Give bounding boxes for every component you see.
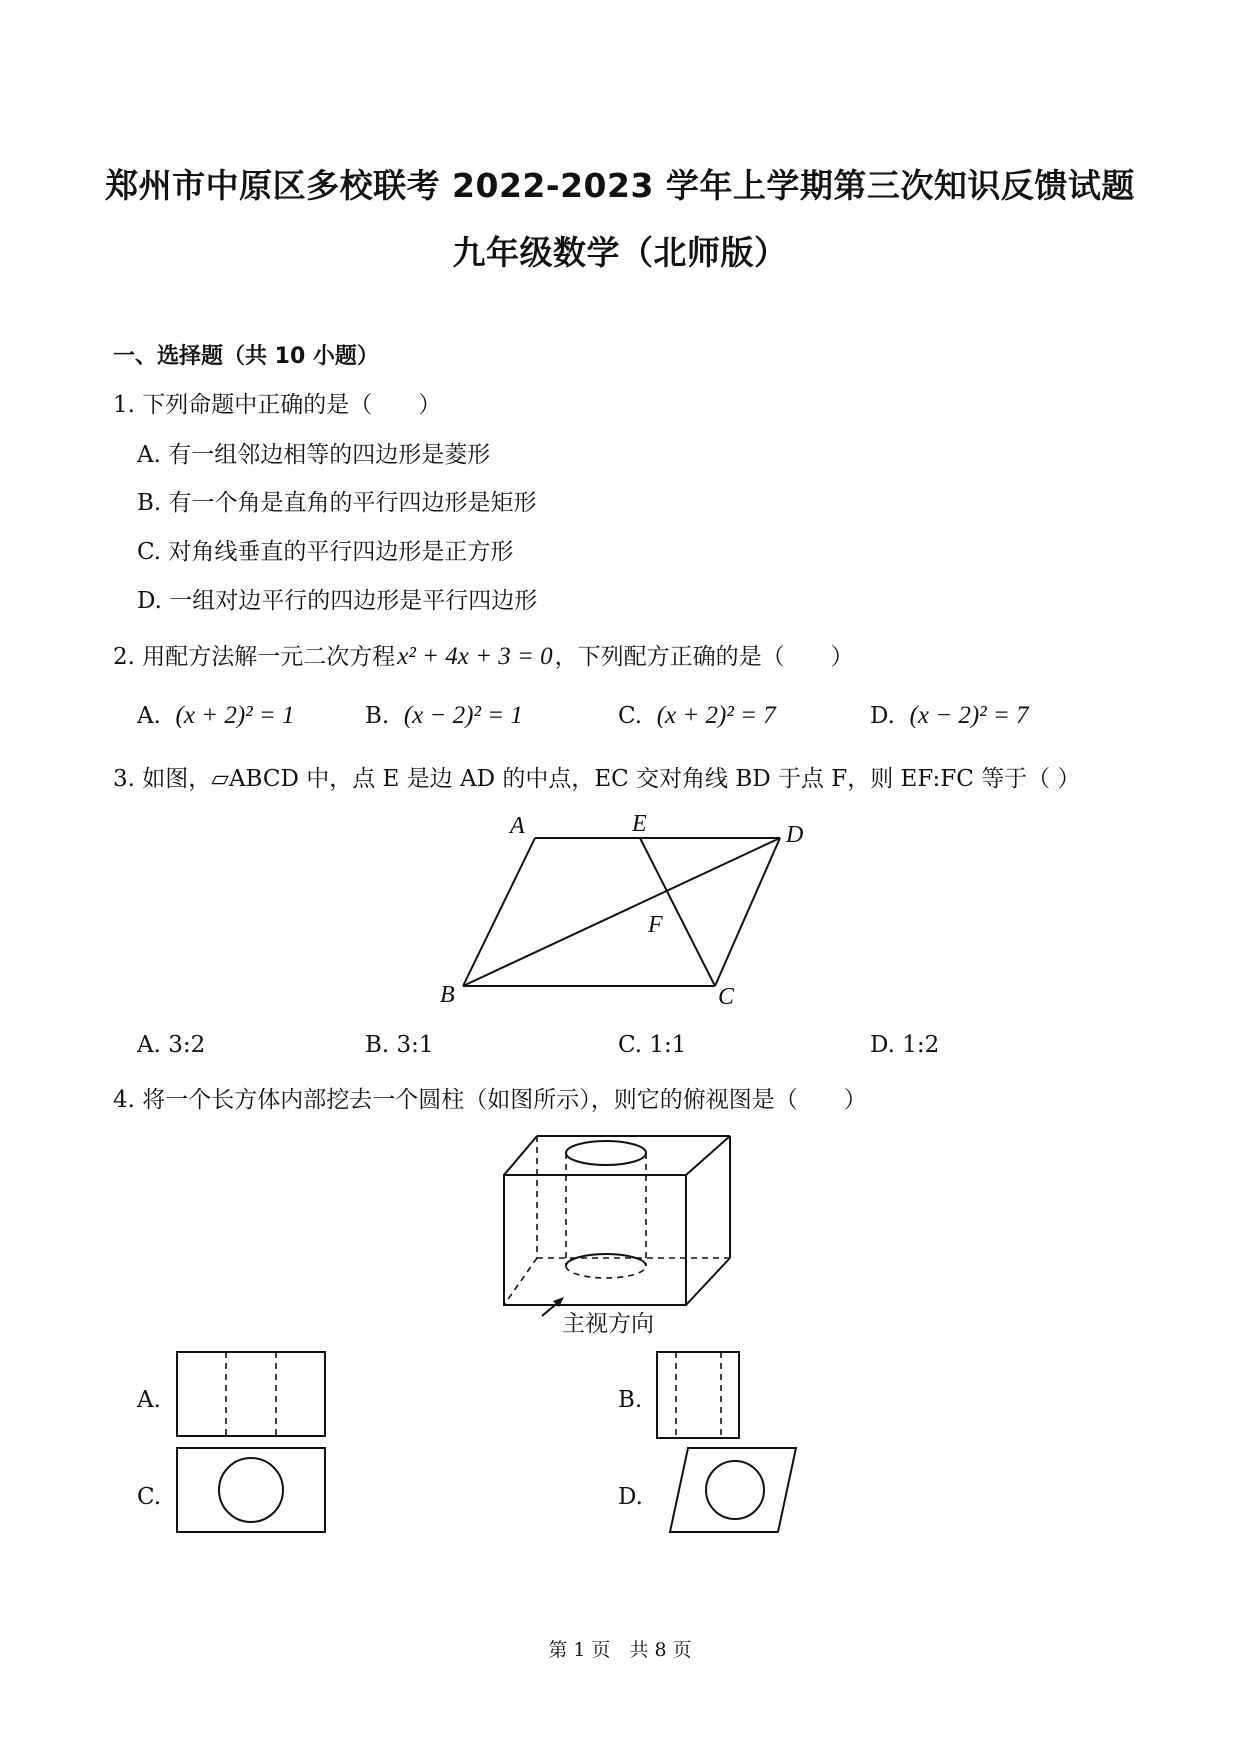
q4-option-b-label: B. — [618, 1387, 643, 1413]
q2-option-c-expr: (x + 2)² = 7 — [656, 702, 776, 729]
parallelogram-figure — [430, 805, 830, 1015]
cuboid-front-face — [504, 1175, 686, 1305]
q4-option-b-figure — [655, 1350, 745, 1442]
cylinder-top — [566, 1141, 646, 1165]
q4-option-d-figure — [668, 1446, 800, 1536]
q2-equation: x² + 4x + 3 = 0 — [397, 643, 553, 670]
label-D: D — [786, 822, 804, 848]
cuboid-cylinder-figure — [490, 1120, 750, 1320]
q2-option-c: C. (x + 2)² = 7 — [618, 702, 776, 729]
diagonal-BD — [463, 838, 780, 986]
q3-option-d: D. 1:2 — [870, 1032, 940, 1058]
figure-caption: 主视方向 — [562, 1311, 654, 1337]
label-C: C — [718, 984, 735, 1010]
q3-stem: 3. 如图，▱ABCD 中，点 E 是边 AD 的中点，EC 交对角线 BD 于点 F，则 EF:FC 等于（ ） — [113, 766, 1081, 792]
q2-stem-prefix: 2. 用配方法解一元二次方程 — [113, 644, 396, 670]
section-heading: 一、选择题（共 10 小题） — [113, 344, 379, 369]
label-B: B — [440, 982, 455, 1008]
q4-option-c-label: C. — [137, 1484, 162, 1510]
q4-option-d-label: D. — [618, 1484, 643, 1510]
q2-option-d: D. (x − 2)² = 7 — [870, 702, 1029, 729]
q3-option-b: B. 3:1 — [365, 1032, 434, 1058]
exam-subtitle: 九年级数学（北师版） — [452, 233, 788, 272]
q3-option-c: C. 1:1 — [618, 1032, 687, 1058]
label-F: F — [648, 912, 663, 938]
q4-option-a-figure — [175, 1350, 330, 1440]
q2-stem-suffix: ，下列配方正确的是（ ） — [554, 644, 854, 670]
q1-option-c: C. 对角线垂直的平行四边形是正方形 — [137, 539, 514, 565]
page-number: 第 1 页 共 8 页 — [548, 1639, 692, 1661]
q2-option-b: B. (x − 2)² = 1 — [365, 702, 523, 729]
q4-option-c-figure — [175, 1446, 330, 1536]
q3-option-a: A. 3:2 — [137, 1032, 206, 1058]
q1-option-a: A. 有一组邻边相等的四边形是菱形 — [137, 442, 491, 468]
segment-AB — [463, 838, 535, 986]
q2-option-a: A. (x + 2)² = 1 — [137, 702, 295, 729]
label-A: A — [510, 813, 525, 839]
q2-stem — [113, 638, 854, 671]
exam-title: 郑州市中原区多校联考 2022-2023 学年上学期第三次知识反馈试题 — [105, 166, 1135, 205]
q4-option-a-label: A. — [137, 1387, 161, 1413]
q4-stem: 4. 将一个长方体内部挖去一个圆柱（如图所示），则它的俯视图是（ ） — [113, 1087, 867, 1113]
q1-option-b: B. 有一个角是直角的平行四边形是矩形 — [137, 490, 537, 516]
q1-option-d: D. 一组对边平行的四边形是平行四边形 — [137, 588, 538, 614]
segment-CD — [715, 838, 780, 986]
q1-stem: 1. 下列命题中正确的是（ ） — [113, 392, 442, 418]
q2-option-b-expr: (x − 2)² = 1 — [403, 702, 523, 729]
cylinder-bottom-front — [566, 1254, 646, 1266]
label-E: E — [632, 811, 647, 837]
q2-option-a-expr: (x + 2)² = 1 — [175, 702, 295, 729]
q2-option-d-expr: (x − 2)² = 7 — [909, 702, 1029, 729]
